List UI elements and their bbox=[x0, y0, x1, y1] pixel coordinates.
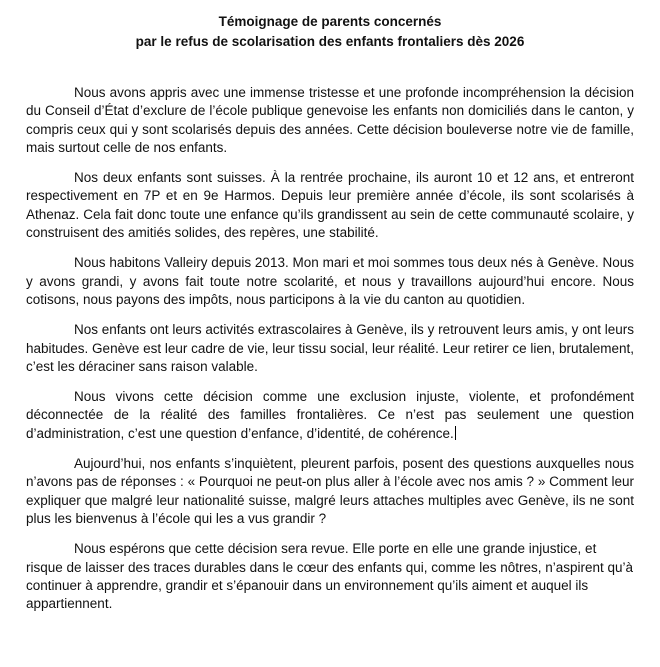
paragraph-1[interactable]: Nous avons appris avec une immense tristesse et une profonde incompréhension la décision du Conseil d’État d’exclure de l’école publique genevoise les enfants non domiciliés dans le canton, y compris ceux qui y sont scolarisés depuis des années. Cette décision bouleverse notre vie de famille, mais surtout celle de nos enfants. bbox=[26, 85, 634, 155]
paragraph-4[interactable]: Nos enfants ont leurs activités extrascolaires à Genève, ils y retrouvent leurs amis, y ont leurs habitudes. Genève est leur cadre de vie, leur tissu social, leur réalité. Leur retirer ce lien, brutalement, c’est les déraciner sans raison valable. bbox=[26, 322, 634, 374]
document-title bbox=[26, 12, 634, 52]
title-line-1: Témoignage de parents concernés bbox=[218, 14, 442, 29]
text-cursor bbox=[455, 426, 456, 440]
paragraph-2[interactable]: Nos deux enfants sont suisses. À la rentrée prochaine, ils auront 10 et 12 ans, et entreront respectivement en 7P et en 9e Harmos. Depuis leur première année d’école, ils sont scolarisés à Athenaz. Cela fait donc toute une enfance qu’ils grandissent au sein de cette communauté scolaire, y construisent des amitiés solides, des repères, une stabilité. bbox=[26, 170, 634, 241]
paragraph-6[interactable]: Aujourd’hui, nos enfants s’inquiètent, pleurent parfois, posent des questions auxquelles nous n’avons pas de réponses : « Pourquoi ne peut-on plus aller à l’école avec nos amis ? » Comment leur expliquer que malgré leur nationalité suisse, malgré leurs attaches multiples avec Genève, ils ne sont plus les bienvenus à l’école qui les a vus grandir ? bbox=[26, 456, 634, 526]
paragraph-5-text: Nous vivons cette décision comme une exclusion injuste, violente, et profondément déconnectée de la réalité des familles frontalières. Ce n’est pas seulement une question d’administration, c’est une question d’enfance, d’identité, de cohérence. bbox=[26, 389, 634, 441]
title-line-2: par le refus de scolarisation des enfants frontaliers dès 2026 bbox=[135, 34, 525, 49]
paragraph-7[interactable]: Nous espérons que cette décision sera revue. Elle porte en elle une grande injustice, et risque de laisser des traces durables dans le cœur des enfants qui, comme les nôtres, n’aspirent qu’à continuer à apprendre, grandir et s’épanouir dans un environnement qu’ils aiment et auquel ils appartiennent. bbox=[26, 541, 634, 612]
paragraph-5[interactable] bbox=[26, 388, 634, 443]
paragraph-3[interactable]: Nous habitons Valleiry depuis 2013. Mon mari et moi sommes tous deux nés à Genève. Nous y avons grandi, y avons fait toute notre scolarité, et nous y travaillons aujourd’hui encore. Nous cotisons, nous payons des impôts, nous participons à la vie du canton au quotidien. bbox=[26, 255, 634, 307]
